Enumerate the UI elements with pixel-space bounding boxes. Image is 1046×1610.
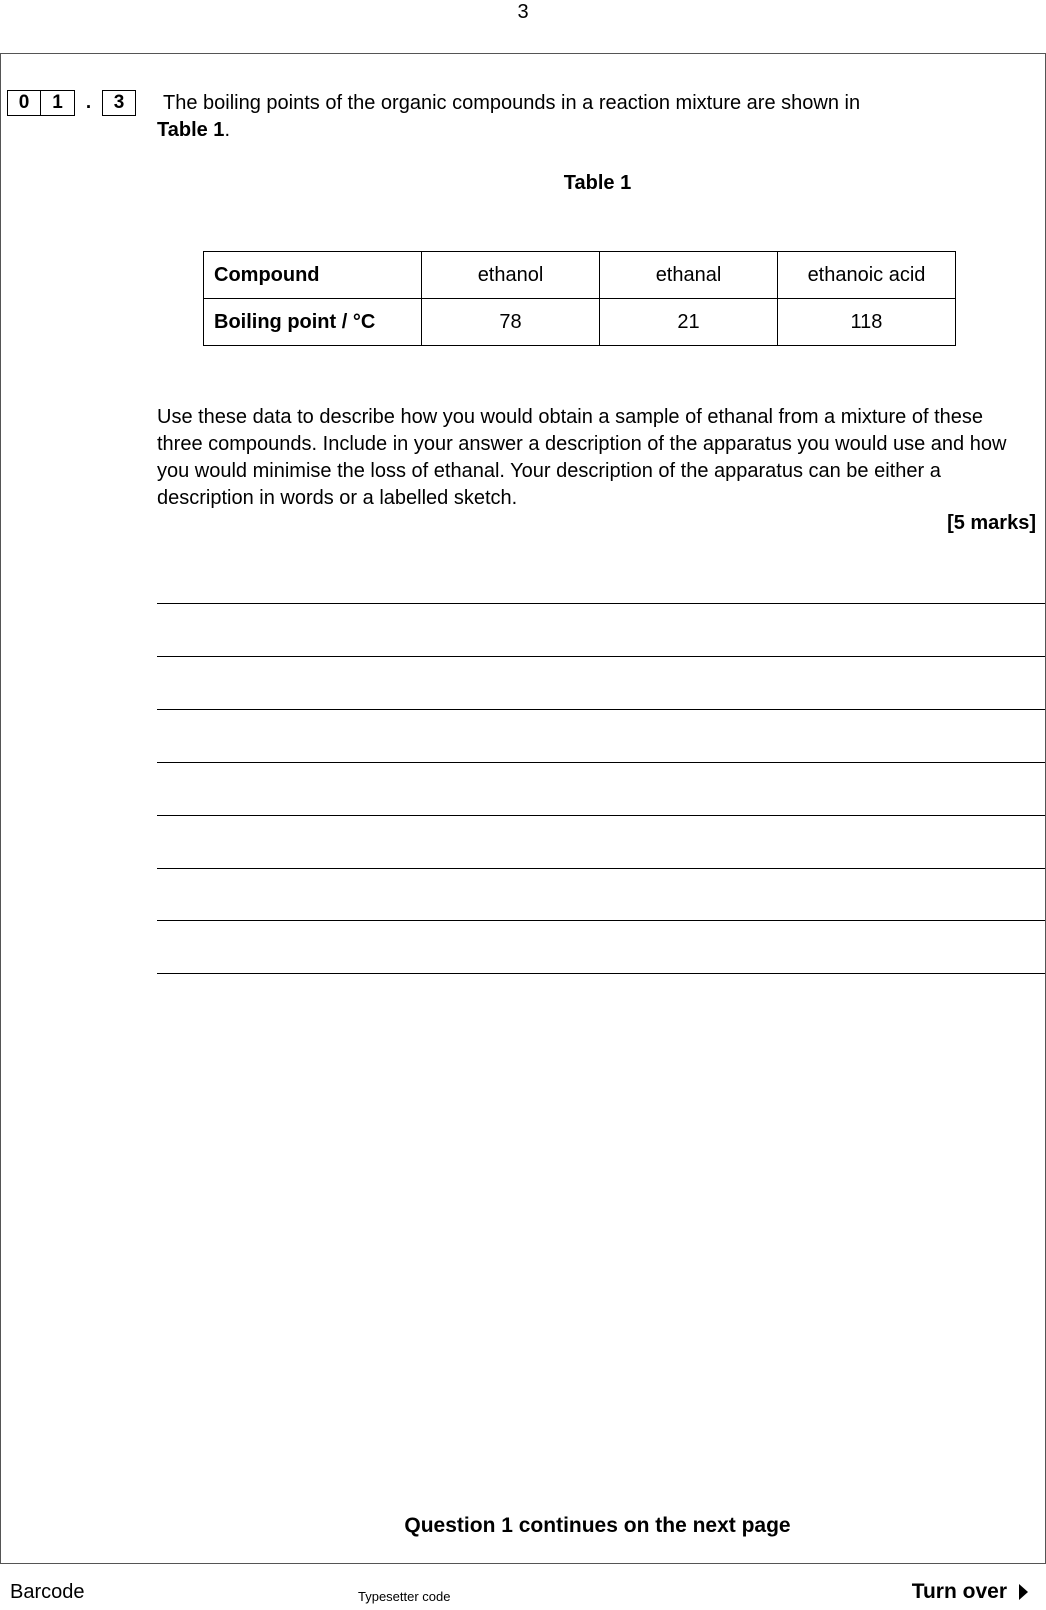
boiling-points-table	[203, 251, 956, 346]
question-intro	[157, 90, 1017, 144]
footer-typesetter-code: Typesetter code	[358, 1589, 451, 1604]
table-cell-boiling-point: 21	[600, 299, 778, 346]
table-cell-boiling-point: 78	[422, 299, 600, 346]
turn-over-label: Turn over	[911, 1580, 1007, 1603]
table-row-boiling-point	[204, 299, 956, 346]
answer-line[interactable]	[157, 656, 1045, 657]
answer-line[interactable]	[157, 815, 1045, 816]
question-number-digit-1: 0	[7, 90, 41, 116]
arrow-right-icon	[1019, 1584, 1028, 1600]
table-cell-compound: ethanol	[422, 252, 600, 299]
answer-line[interactable]	[157, 973, 1045, 974]
answer-line[interactable]	[157, 920, 1045, 921]
question-intro-line: The boiling points of the organic compounds in a reaction mixture are shown in	[163, 92, 861, 114]
answer-line[interactable]	[157, 603, 1045, 604]
page-number: 3	[517, 1, 529, 23]
question-number-digit-2: 1	[41, 90, 75, 116]
question-text: Use these data to describe how you would obtain a sample of ethanal from a mixture of these three compounds. Include in your answer a description of the apparatus you would use and how you would minimise the loss of ethanal. Your description of the apparatus can be either a description in words or a labelled sketch.	[157, 406, 1007, 509]
table-title: Table 1	[563, 172, 632, 194]
marks-allocation: [5 marks]	[947, 512, 1036, 534]
table-row-compound	[204, 252, 956, 299]
question-number	[7, 90, 136, 116]
question-number-separator: .	[85, 92, 92, 113]
question-part-digit: 3	[102, 90, 136, 116]
answer-line[interactable]	[157, 868, 1045, 869]
row-header-compound: Compound	[204, 252, 422, 299]
table-cell-boiling-point: 118	[778, 299, 956, 346]
table-reference: Table 1	[157, 119, 225, 141]
table-cell-compound: ethanal	[600, 252, 778, 299]
answer-line[interactable]	[157, 709, 1045, 710]
boiling-point-unit: / °C	[336, 310, 376, 333]
row-header-boiling-point	[204, 299, 422, 346]
answer-line[interactable]	[157, 762, 1045, 763]
continues-note: Question 1 continues on the next page	[404, 1514, 791, 1537]
boiling-point-label: Boiling point	[214, 310, 337, 333]
footer-barcode: Barcode	[10, 1581, 85, 1603]
table-reference-end: .	[224, 119, 230, 141]
turn-over-indicator	[912, 1580, 1028, 1604]
question-intro-reference	[157, 117, 1017, 144]
table-cell-compound: ethanoic acid	[778, 252, 956, 299]
